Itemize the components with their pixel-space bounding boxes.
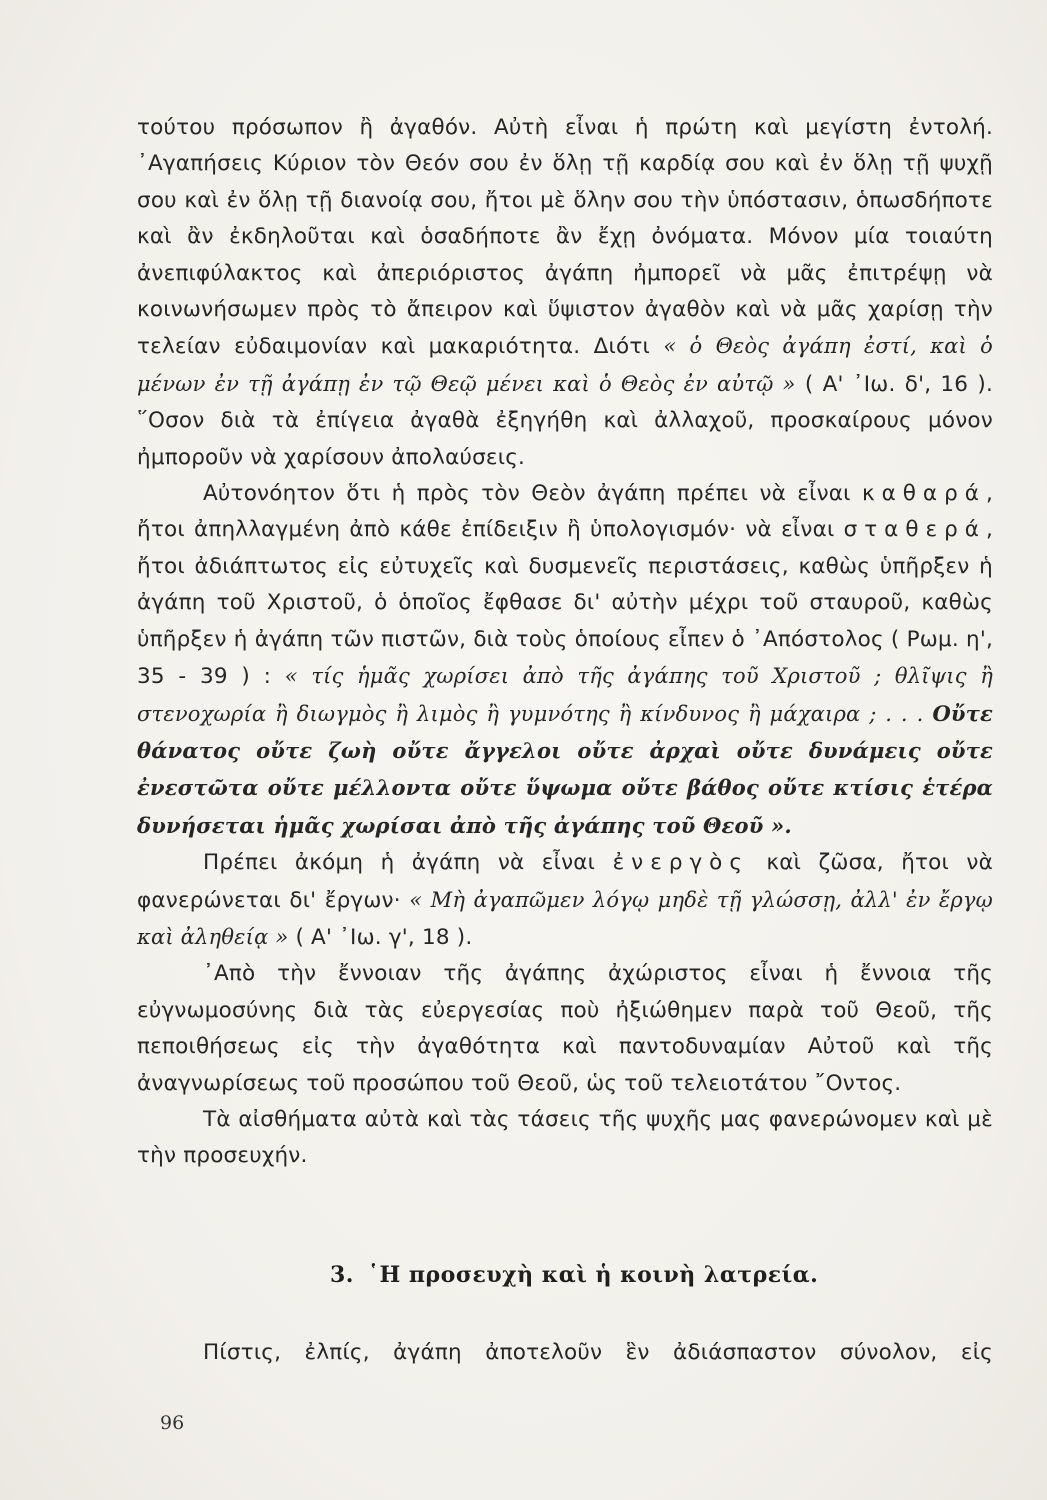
scripture-quote: « τίς ἡμᾶς χωρίσει ἀπὸ τῆς ἀγάπης τοῦ Χριστοῦ ; θλῖψις ἢ στενοχωρία ἢ διωγμὸς ἢ λιμὸς ἢ γυμνότης ἢ κίνδυνος ἢ μάχαιρα ; . . .: [137, 664, 993, 726]
spaced-emphasis: ἐνεργὸς: [612, 850, 749, 876]
text-run: Πρέπει ἀκόμη ἡ ἀγάπη νὰ εἶναι: [203, 850, 596, 876]
text-run: , ἤτοι ἀπηλλαγμένη ἀπὸ κάθε ἐπίδειξιν ἢ ὑπολογισμόν· νὰ εἶναι: [137, 481, 993, 543]
text-run: καὶ ζῶσα, ἤτοι νὰ φανερώνεται δι' ἔργων·: [137, 850, 993, 913]
text-run: ( Α' ᾿Ιω. δ', 16 ). ῞Οσον διὰ τὰ ἐπίγεια ἀγαθὰ ἐξηγήθη καὶ ἀλλαχοῦ, προσκαίρους μόνον ἠμποροῦν νὰ χαρίσουν ἀπολαύσεις.: [137, 371, 993, 470]
spaced-emphasis: σταθερά: [843, 517, 986, 543]
text-run: Αὐτονόητον ὅτι ἡ πρὸς τὸν Θεὸν ἀγάπη πρέπει νὰ εἶναι: [203, 481, 851, 507]
paragraph-3: [137, 845, 993, 956]
paragraph-6: Πίστις, ἐλπίς, ἀγάπη ἀποτελοῦν ἓν ἀδιάσπαστον σύνολον, εἰς: [203, 1340, 993, 1365]
body-text: [137, 110, 993, 1175]
text-run: , ἤτοι ἀδιάπτωτος εἰς εὐτυχεῖς καὶ δυσμενεῖς περιστάσεις, καθὼς ὑπῆρξεν ἡ ἀγάπη τοῦ Χριστοῦ, ὁ ὁποῖος ἔφθασε δι' αὐτὴν μέχρι τοῦ σταυροῦ, καθὼς ὑπῆρξεν ἡ ἀγάπη τῶν πιστῶν, διὰ τοὺς ὁποίους εἶπεν ὁ ᾿Απόστολος ( Ρωμ. η', 35 - 39 ) :: [137, 517, 993, 690]
paragraph-2: [137, 476, 993, 845]
scripture-quote: « Μὴ ἀγαπῶμεν λόγῳ μηδὲ τῇ γλώσσῃ, ἀλλ' ἐν ἔργῳ καὶ ἀληθείᾳ »: [137, 887, 993, 949]
section-number: 3.: [330, 1262, 354, 1288]
spaced-emphasis: καθαρά: [861, 481, 986, 507]
paragraph-1: [137, 110, 993, 476]
page-number: 96: [160, 1412, 185, 1434]
paragraph-5: Τὰ αἰσθήματα αὐτὰ καὶ τὰς τάσεις τῆς ψυχῆς μας φανερώνομεν καὶ μὲ τὴν προσευχήν.: [137, 1106, 993, 1169]
text-run: ( Α' ᾿Ιω. γ', 18 ).: [295, 924, 473, 950]
paragraph-4: ᾿Απὸ τὴν ἔννοιαν τῆς ἀγάπης ἀχώριστος εἶναι ἡ ἔννοια τῆς εὐγνωμοσύνης διὰ τὰς εὐεργεσίας ποὺ ἠξιώθημεν παρὰ τοῦ Θεοῦ, τῆς πεποιθήσεως εἰς τὴν ἀγαθότητα καὶ παντοδυναμίαν Αὐτοῦ καὶ τῆς ἀναγνωρίσεως τοῦ προσώπου τοῦ Θεοῦ, ὡς τοῦ τελειοτάτου ῎Οντος.: [137, 961, 993, 1096]
text-run: τούτου πρόσωπον ἢ ἀγαθόν. Αὐτὴ εἶναι ἡ πρώτη καὶ μεγίστη ἐντολή. ᾿Αγαπήσεις Κύριον τὸν Θεόν σου ἐν ὅλῃ τῇ καρδίᾳ σου καὶ ἐν ὅλῃ τῇ ψυχῇ σου καὶ ἐν ὅλῃ τῇ διανοίᾳ σου, ἤτοι μὲ ὅλην σου τὴν ὑπόστασιν, ὁπωσδήποτε καὶ ἂν ἐκδηλοῦται καὶ ὁσαδήποτε ἂν ἔχῃ ὀνόματα. Μόνον μία τοιαύτη ἀνεπιφύλακτος καὶ ἀπεριόριστος ἀγάπη ἠμπορεῖ νὰ μᾶς ἐπιτρέψῃ νὰ κοινωνήσωμεν πρὸς τὸ ἄπειρον καὶ ὕψιστον ἀγαθὸν καὶ νὰ μᾶς χαρίσῃ τὴν τελείαν εὐδαιμονίαν καὶ μακαριότητα. Διότι: [137, 115, 993, 360]
scripture-quote: « ὁ Θεὸς ἀγάπη ἐστί, καὶ ὁ μένων ἐν τῇ ἀγάπῃ ἐν τῷ Θεῷ μένει καὶ ὁ Θεὸς ἐν αὐτῷ »: [137, 334, 993, 396]
section-title: ῾Η προσευχὴ καὶ ἡ κοινὴ λατρεία.: [367, 1262, 819, 1288]
scripture-quote-bold: Οὔτε θάνατος οὔτε ζωὴ οὔτε ἄγγελοι οὔτε ἀρχαὶ οὔτε δυνάμεις οὔτε ἐνεστῶτα οὔτε μέλλοντα οὔτε ὕψωμα οὔτε βάθος οὔτε κτίσις ἑτέρα δυνήσεται ἡμᾶς χωρίσαι ἀπὸ τῆς ἀγάπης τοῦ Θεοῦ ».: [137, 700, 993, 838]
section-heading: [330, 1262, 818, 1288]
